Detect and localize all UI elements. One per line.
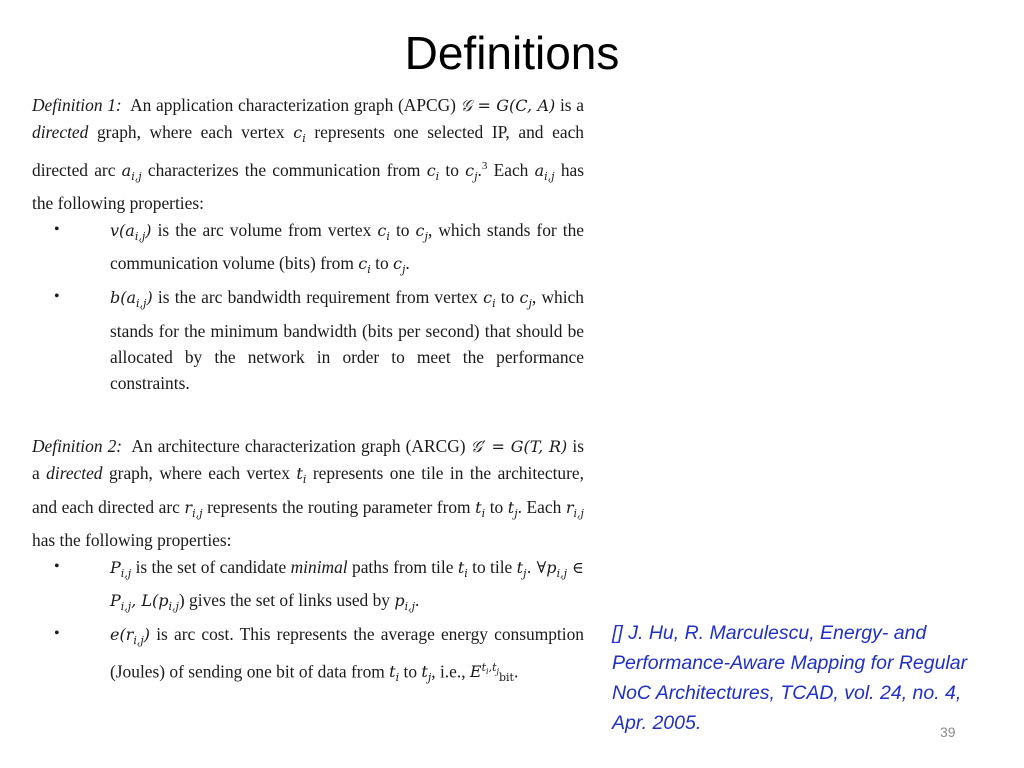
d2-directed: directed bbox=[46, 463, 103, 484]
d1-is-a: is a bbox=[559, 95, 584, 115]
definition-1-properties bbox=[32, 217, 584, 397]
d2-is-a: is a bbox=[32, 435, 584, 484]
energy-symbol: $E^{t_i,t_j}_{bit}$ bbox=[469, 660, 514, 685]
definition-2-properties bbox=[32, 554, 584, 692]
d2-rij: $r_{i,j}$ bbox=[184, 497, 203, 520]
citation-reference: [] J. Hu, R. Marculescu, Energy- and Performance-Aware Mapping for Regular NoC Architectures, TCAD, vol. 24, no. 4, Apr. 2005. bbox=[612, 622, 968, 734]
d1-intro-1: An application characterization graph (APCG) bbox=[130, 95, 456, 115]
list-item: • $b(a_{i,j})$ is the arc bandwidth requirement from vertex $c_i$ to $c_j$, which stands for the minimum bandwidth (bits per second) that should be allocated by the network in order to meet the performance constraints. bbox=[32, 284, 584, 397]
definition-1-term: Definition 1: bbox=[32, 95, 122, 115]
d2-intro-5: Each bbox=[526, 496, 562, 517]
d1-intro-3: represents one selected IP, and each directed arc bbox=[32, 122, 584, 180]
d2-ti-2: $t_i$ bbox=[475, 497, 486, 520]
slide-title: Definitions bbox=[404, 27, 620, 79]
d2-intro-2: graph, where each vertex bbox=[108, 463, 290, 484]
d1-intro-2: graph, where each vertex bbox=[96, 122, 285, 143]
d1-intro-6: has the following properties: bbox=[32, 159, 584, 214]
d1-intro-4: characterizes the communication from bbox=[147, 159, 421, 180]
definition-2: Definition 2: An architecture characterization graph (ARCG) 𝒢′ = G(T, R) is a directed graph, where each vertex $t_i$ represents one tile in the architecture, and each directed arc $r_{i,j}$ represents the routing parameter from $t_i$ to $t_j$. Each $r_{i,j}$ has the following properties: bbox=[32, 435, 584, 551]
paper-excerpt bbox=[32, 92, 584, 692]
d2-intro-6: has the following properties: bbox=[32, 530, 232, 551]
d2-graph-equation: 𝒢′ = G(T, R) bbox=[470, 436, 568, 456]
list-item: • $e(r_{i,j})$ is arc cost. This represents the average energy consumption (Joules) of sending one bit of data from $t_i$ to $t_j$, i.e., $E^{t_i,t_j}_{bit}$. bbox=[32, 621, 584, 692]
d1-footnote-mark: 3 bbox=[481, 160, 488, 172]
spacer bbox=[32, 397, 584, 433]
d1-ci: $c_i$ bbox=[293, 123, 306, 146]
d1-directed: directed bbox=[32, 122, 89, 143]
definition-1: Definition 1: An application characterization graph (APCG) 𝒢 = G(C, A) is a directed graph, where each vertex $c_i$ represents one selected IP, and each directed arc $a_{i,j}$ characterizes the communication from $c_i$ to $c_j.^3$ Each $a_{i,j}$ has the following properties: bbox=[32, 95, 584, 214]
d1-cj: $c_j$ bbox=[465, 160, 478, 183]
page-number: 39 bbox=[940, 724, 956, 740]
d2-tj: $t_j$ bbox=[507, 497, 518, 520]
list-item: • $v(a_{i,j})$ is the arc volume from vertex $c_i$ to $c_j$, which stands for the communication volume (bits) from $c_i$ to $c_j$. bbox=[32, 217, 584, 284]
d1-intro-5: Each bbox=[493, 159, 529, 180]
definition-2-term: Definition 2: bbox=[32, 435, 123, 456]
d2-rij-2: $r_{i,j}$ bbox=[565, 497, 584, 520]
d1-aij-2: $a_{i,j}$ bbox=[534, 160, 555, 183]
d1-ci-2: $c_i$ bbox=[426, 160, 440, 183]
d2-intro-3: represents one tile in the architecture, and each directed arc bbox=[32, 463, 584, 517]
d2-ti: $t_i$ bbox=[296, 464, 307, 487]
d1-to: to bbox=[445, 159, 459, 180]
d2-to: to bbox=[489, 496, 504, 517]
d2-intro-1: An architecture characterization graph (ARCG) bbox=[131, 435, 466, 456]
list-item: • $P_{i,j}$ is the set of candidate minimal paths from tile $t_i$ to tile $t_j$. $\forall p_{i,j}$ ∈ $P_{i,j}$, $L(p_{i,j})$ gives the set of links used by $p_{i,j}$. bbox=[32, 554, 584, 621]
d1-aij: $a_{i,j}$ bbox=[121, 160, 142, 183]
d2-intro-4: represents the routing parameter from bbox=[207, 496, 471, 517]
d1-graph-equation: 𝒢 = G(C, A) bbox=[460, 96, 556, 115]
